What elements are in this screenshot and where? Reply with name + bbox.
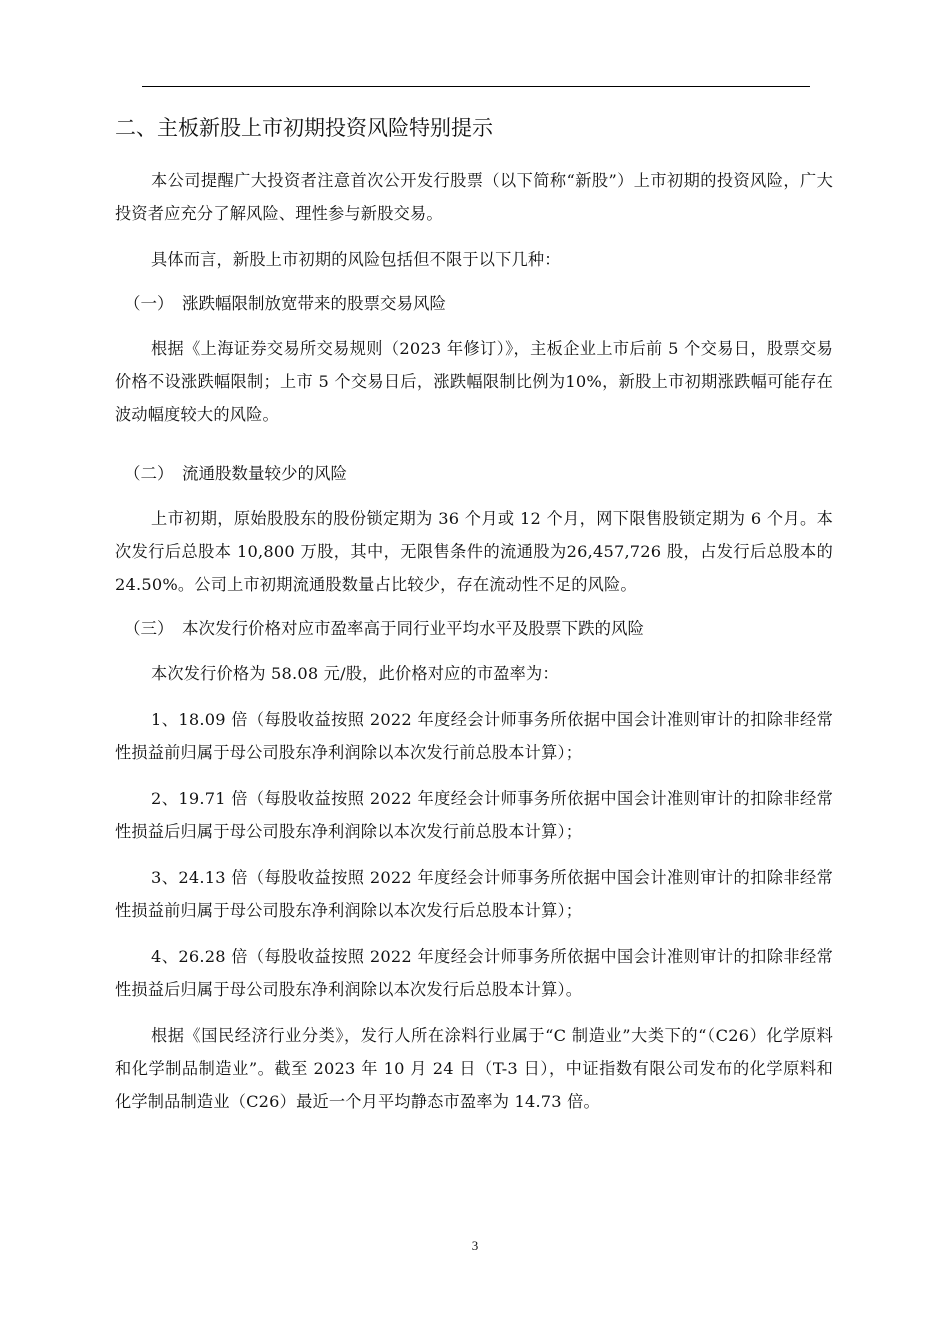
subsection-heading <box>115 289 833 319</box>
subsection-number: （一） <box>124 294 174 313</box>
pe-ratio-item: 3、24.13 倍（每股收益按照 2022 年度经会计师事务所依据中国会计准则审计的扣除非经常性损益前归属于母公司股东净利润除以本次发行后总股本计算）； <box>115 868 833 920</box>
subsection-title: 涨跌幅限制放宽带来的股票交易风险 <box>182 294 446 313</box>
subsection-heading <box>115 459 833 489</box>
pe-ratio-item: 4、26.28 倍（每股收益按照 2022 年度经会计师事务所依据中国会计准则审计的扣除非经常性损益后归属于母公司股东净利润除以本次发行后总股本计算）。 <box>115 947 833 999</box>
intro-paragraph: 本公司提醒广大投资者注意首次公开发行股票（以下简称“新股”）上市初期的投资风险，广大投资者应充分了解风险、理性参与新股交易。 <box>115 171 833 223</box>
body-paragraph: 上市初期，原始股股东的股份锁定期为 36 个月或 12 个月，网下限售股锁定期为 6 个月。本次发行后总股本 10,800 万股，其中，无限售条件的流通股为26,457,726 股，占发行后总股本的 24.50%。公司上市初期流通股数量占比较少，存在流动性不足的风险。 <box>115 509 833 594</box>
subsection-heading <box>115 614 833 644</box>
document-body <box>115 113 833 1131</box>
body-paragraph: 本次发行价格为 58.08 元/股，此价格对应的市盈率为： <box>151 664 559 683</box>
section-title: 二、主板新股上市初期投资风险特别提示 <box>115 116 493 140</box>
body-paragraph: 根据《上海证券交易所交易规则（2023 年修订）》，主板企业上市后前 5 个交易日，股票交易价格不设涨跌幅限制；上市 5 个交易日后，涨跌幅限制比例为10%，新股上市初期涨跌幅可能存在波动幅度较大的风险。 <box>115 339 833 424</box>
subsection-number: （三） <box>124 619 174 638</box>
header-rule <box>142 86 810 87</box>
pe-ratio-item: 2、19.71 倍（每股收益按照 2022 年度经会计师事务所依据中国会计准则审计的扣除非经常性损益后归属于母公司股东净利润除以本次发行前总股本计算）； <box>115 789 833 841</box>
subsection-number: （二） <box>124 464 174 483</box>
body-paragraph: 根据《国民经济行业分类》，发行人所在涂料行业属于“C 制造业”大类下的“（C26）化学原料和化学制品制造业”。截至 2023 年 10 月 24 日（T-3 日），中证指数有限公司发布的化学原料和化学制品制造业（C26）最近一个月平均静态市盈率为 14.73 倍。 <box>115 1026 833 1111</box>
subsection-title: 流通股数量较少的风险 <box>182 464 347 483</box>
subsection-title: 本次发行价格对应市盈率高于同行业平均水平及股票下跌的风险 <box>182 619 644 638</box>
intro-paragraph: 具体而言，新股上市初期的风险包括但不限于以下几种： <box>151 250 561 269</box>
page-number: 3 <box>471 1238 479 1253</box>
pe-ratio-item: 1、18.09 倍（每股收益按照 2022 年度经会计师事务所依据中国会计准则审计的扣除非经常性损益前归属于母公司股东净利润除以本次发行前总股本计算）； <box>115 710 833 762</box>
